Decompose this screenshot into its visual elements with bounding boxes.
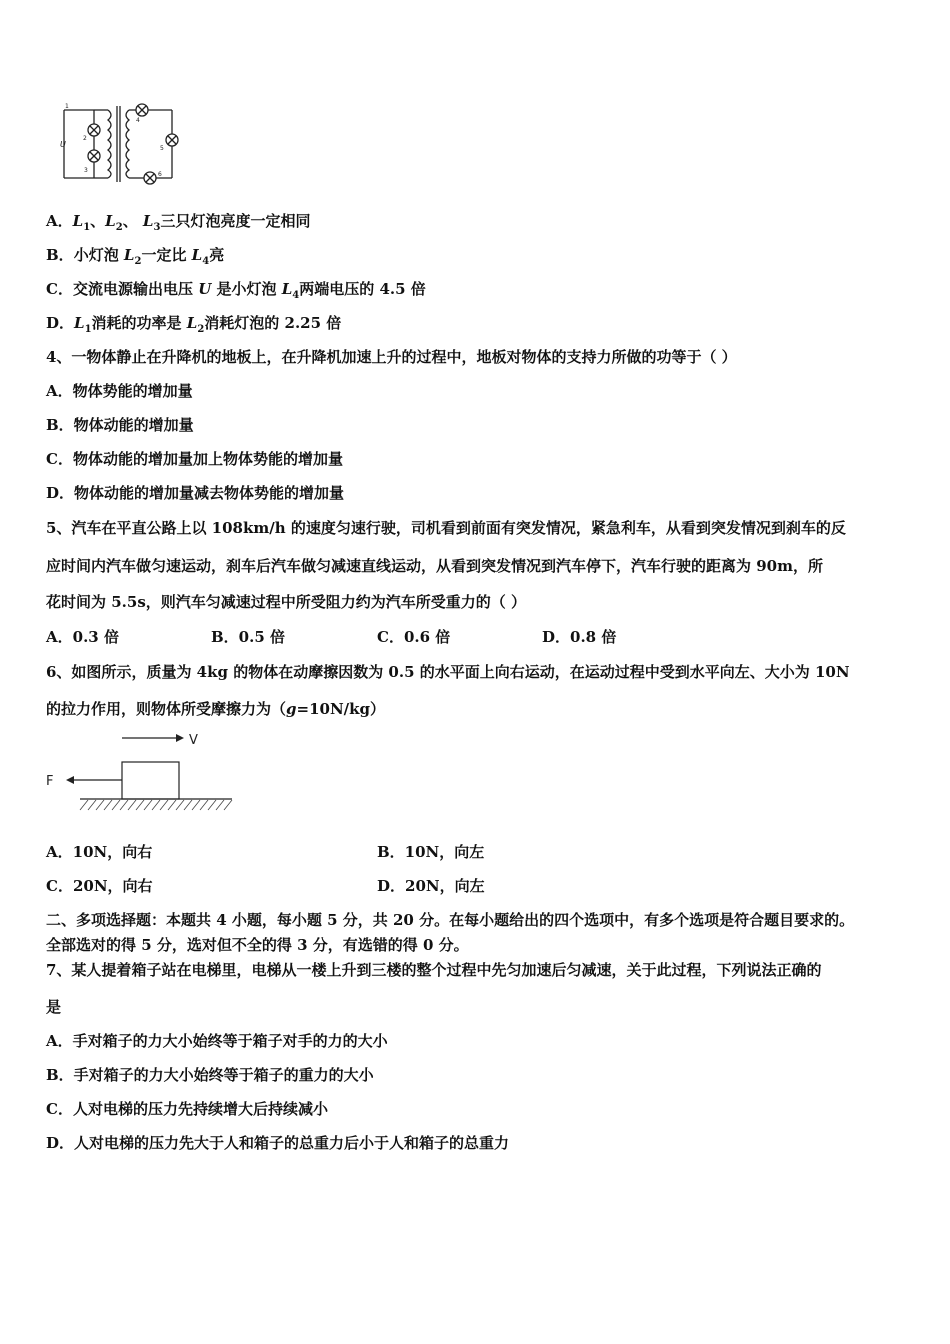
terminal-label: 2: [83, 135, 87, 142]
q7-option-b: B．手对箱子的力大小始终等于箱子的重力的大小: [46, 1066, 374, 1084]
q4-option-c: C．物体动能的增加量加上物体势能的增加量: [46, 450, 343, 468]
force-label: F: [46, 774, 54, 789]
q4-option-b: B．物体动能的增加量: [46, 416, 194, 434]
transformer-circuit-diagram: [56, 100, 181, 185]
q6-stem-line1: 6、如图所示，质量为 4kg 的物体在动摩擦因数为 0.5 的水平面上向右运动，在运动过程中受到水平向左、大小为 10N: [46, 663, 850, 681]
q7-stem-line2: 是: [46, 998, 62, 1016]
q5-option-d: D．0.8 倍: [542, 628, 617, 646]
q6-option-d: D．20N，向左: [377, 877, 485, 895]
q4-option-a: A．物体势能的增加量: [46, 382, 193, 400]
q7-option-d: D．人对电梯的压力先大于人和箱子的总重力后小于人和箱子的总重力: [46, 1134, 510, 1152]
q6-option-a: A．10N，向右: [46, 843, 153, 861]
q4-option-d: D．物体动能的增加量减去物体势能的增加量: [46, 484, 345, 502]
q5-option-b: B．0.5 倍: [211, 628, 285, 646]
q6-option-c: C．20N，向右: [46, 877, 153, 895]
q4-stem: 4、一物体静止在升降机的地板上，在升降机加速上升的过程中，地板对物体的支持力所做的功等于（ ）: [46, 348, 737, 366]
q5-option-c: C．0.6 倍: [377, 628, 451, 646]
terminal-label: 5: [160, 145, 164, 152]
q7-option-a: A．手对箱子的力大小始终等于箱子对手的力的大小: [46, 1032, 388, 1050]
block-force-diagram: [44, 728, 239, 816]
q3-option-a: A．$L_1$、$L_2$、 $L_3$三只灯泡亮度一定相同: [46, 212, 311, 233]
section2-heading-line2: 全部选对的得 5 分，选对但不全的得 3 分，有选错的得 0 分。: [46, 936, 469, 954]
q7-option-c: C．人对电梯的压力先持续增大后持续减小: [46, 1100, 328, 1118]
q5-option-a: A．0.3 倍: [46, 628, 119, 646]
velocity-label: V: [189, 733, 198, 748]
source-voltage-label: U: [60, 140, 66, 149]
terminal-label: 4: [136, 117, 140, 124]
q6-stem-line2: 的拉力作用，则物体所受摩擦力为（g=10N/kg）: [46, 700, 386, 718]
section2-heading-line1: 二、多项选择题：本题共 4 小题，每小题 5 分，共 20 分。在每小题给出的四个选项中，有多个选项是符合题目要求的。: [46, 911, 855, 929]
q5-stem-line2: 应时间内汽车做匀速运动，刹车后汽车做匀减速直线运动，从看到突发情况到汽车停下，汽车行驶的距离为 90m，所: [46, 557, 823, 575]
terminal-label: 6: [158, 171, 162, 178]
q7-stem-line1: 7、某人提着箱子站在电梯里，电梯从一楼上升到三楼的整个过程中先匀加速后匀减速，关于此过程，下列说法正确的: [46, 961, 822, 979]
q5-stem-line3: 花时间为 5.5s，则汽车匀减速过程中所受阻力约为汽车所受重力的（ ）: [46, 593, 526, 611]
q3-option-c: C．交流电源输出电压 U 是小灯泡 $L_4$两端电压的 4.5 倍: [46, 280, 426, 301]
q5-stem-line1: 5、汽车在平直公路上以 108km/h 的速度匀速行驶，司机看到前面有突发情况，紧急利车，从看到突发情况到刹车的反: [46, 519, 846, 537]
q3-option-b: B．小灯泡 $L_2$一定比 $L_4$亮: [46, 246, 225, 267]
terminal-label: 3: [84, 167, 88, 174]
terminal-label: 1: [65, 103, 69, 110]
q3-option-d: D．$L_1$消耗的功率是 $L_2$消耗灯泡的 2.25 倍: [46, 314, 342, 335]
q6-option-b: B．10N，向左: [377, 843, 485, 861]
